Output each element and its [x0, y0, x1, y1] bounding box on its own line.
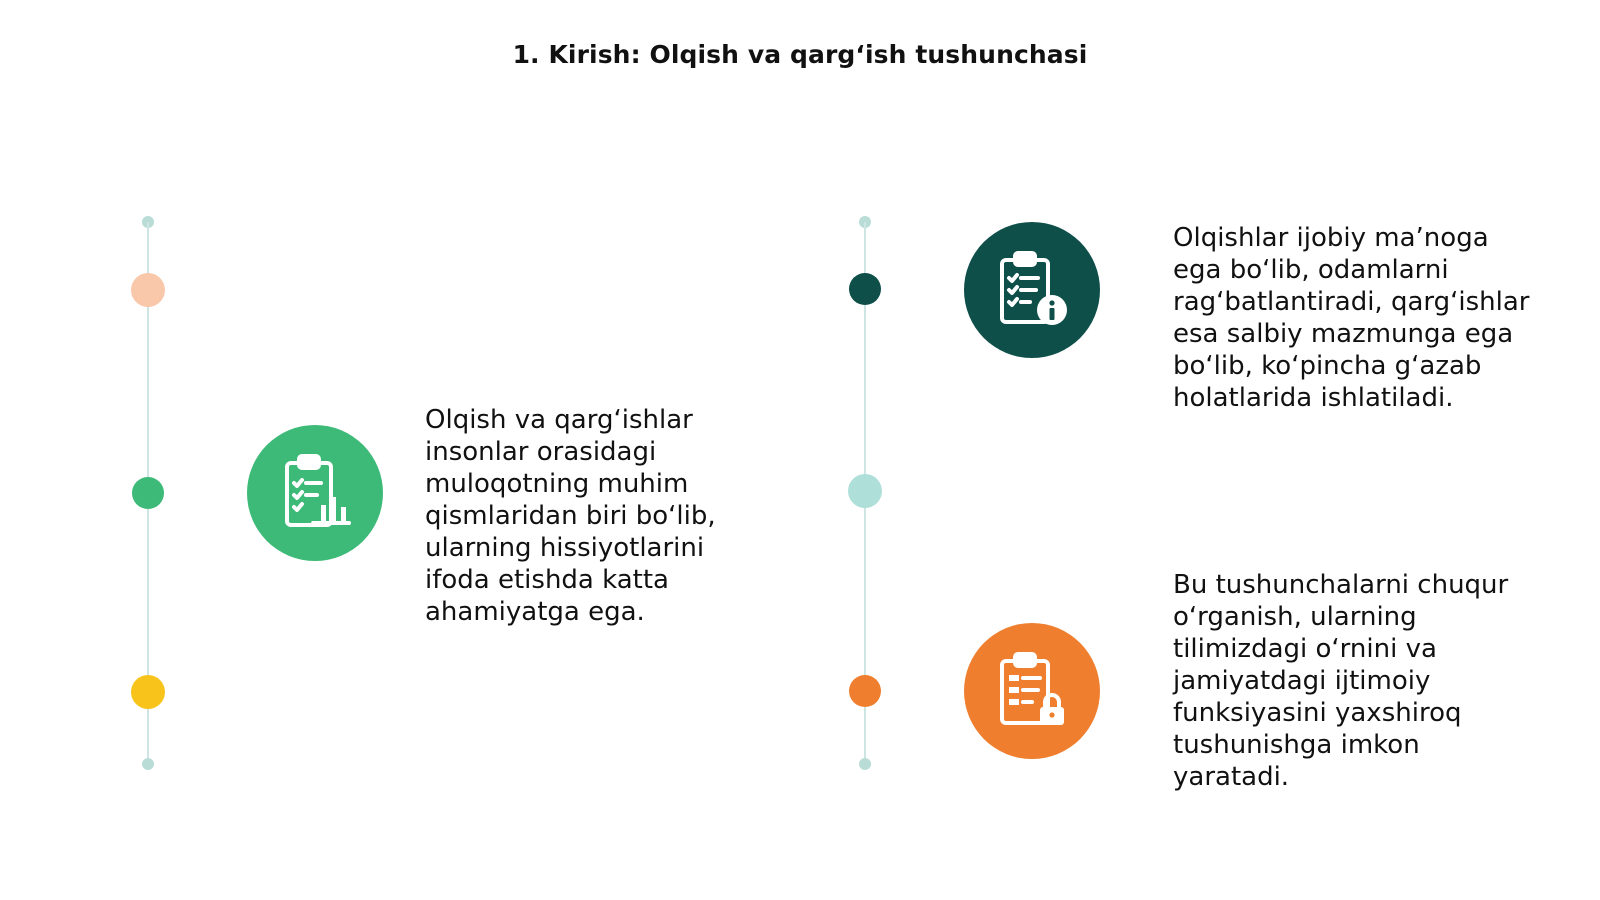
timeline-dot — [131, 273, 165, 307]
clipboard-chart-icon — [247, 425, 383, 561]
paragraph-item-2: Olqishlar ijobiy ma’noga ega bo‘lib, odamlarni rag‘batlantiradi, qarg‘ishlar esa salbiy mazmunga ega bo‘lib, ko‘pincha g‘azab holatlarida ishlatiladi. — [1173, 223, 1530, 413]
timeline-dot — [849, 273, 881, 305]
timeline-dot — [849, 675, 881, 707]
timeline-dot — [848, 474, 882, 508]
timeline-end-dot — [859, 758, 871, 770]
paragraph-item-3: Bu tushunchalarni chuqur o‘rganish, ularning tilimizdagi o‘rnini va jamiyatdagi ijtimoiy funksiyasini yaxshiroq tushunishga imkon yaratadi. — [1173, 570, 1509, 792]
clipboard-lock-icon — [964, 623, 1100, 759]
timeline-dot — [132, 477, 164, 509]
paragraph-item-1: Olqish va qarg‘ishlar insonlar orasidagi muloqotning muhim qismlaridan biri bo‘lib, ularning hissiyotlarini ifoda etishda katta ahamiyatga ega. — [425, 405, 716, 627]
page-title: 1. Kirish: Olqish va qarg‘ish tushunchasi — [512, 40, 1088, 69]
clipboard-info-icon — [964, 222, 1100, 358]
timeline-dot — [131, 675, 165, 709]
timeline-end-dot — [142, 758, 154, 770]
